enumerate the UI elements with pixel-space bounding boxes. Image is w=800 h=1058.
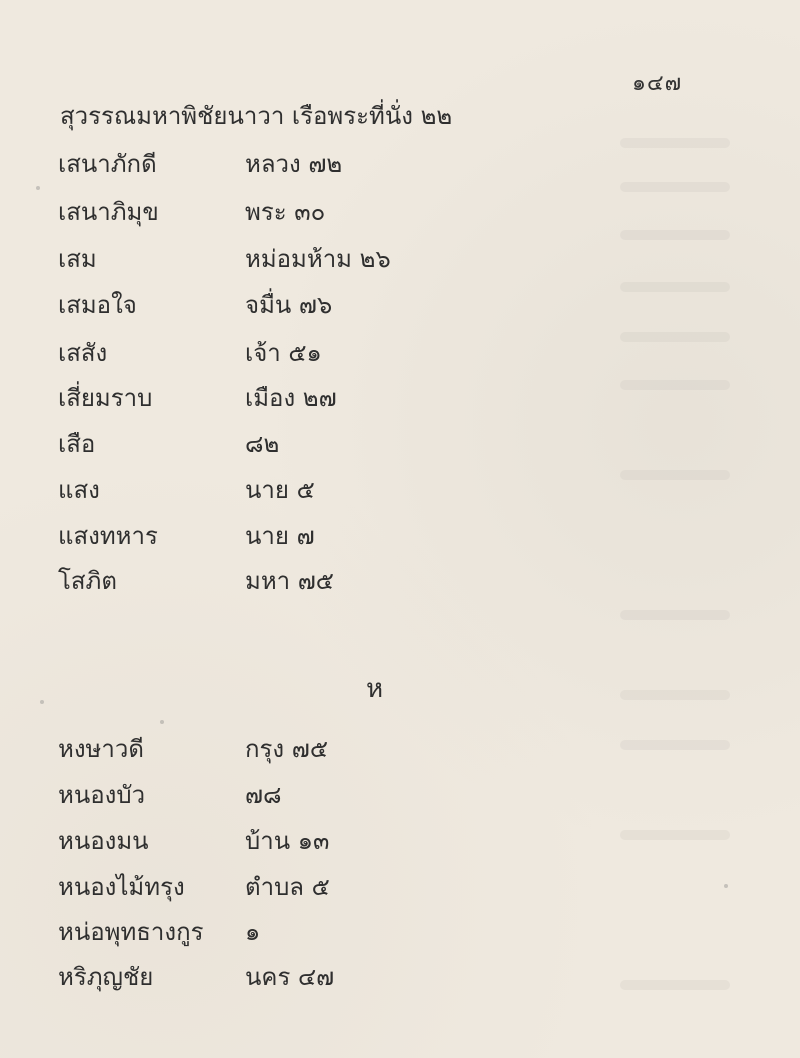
entry-reference: พระ ๓๐ [245,198,326,226]
entry-reference: นาย ๕ [245,476,315,504]
entry-term: โสภิต [58,567,117,595]
entry-term: เสือ [58,430,96,458]
entry-term: เสม [58,245,97,273]
bleed-through-mark [620,830,730,840]
entry-term: หน่อพุทธางกูร [58,918,204,946]
entry-reference: หม่อมห้าม ๒๖ [245,245,391,273]
bleed-through-mark [620,182,730,192]
speck-mark [160,720,164,724]
entry-term: หนองไม้ทรุง [58,873,185,901]
entry-reference: เมือง ๒๗ [245,384,337,412]
bleed-through-mark [620,610,730,620]
entry-term: หนองบัว [58,781,146,809]
bleed-through-mark [620,980,730,990]
entry-reference: บ้าน ๑๓ [245,827,330,855]
entry-term: เสนาภิมุข [58,198,159,226]
bleed-through-mark [620,470,730,480]
entry-term: เสี่ยมราบ [58,384,153,412]
entry-reference: ตำบล ๕ [245,873,330,901]
entry-term: หนองมน [58,827,149,855]
bleed-through-mark [620,380,730,390]
entry-reference: นาย ๗ [245,522,315,550]
bleed-through-mark [620,282,730,292]
entry-term: เสมอใจ [58,291,137,319]
header-entry: สุวรรณมหาพิชัยนาวา เรือพระที่นั่ง ๒๒ [60,102,453,130]
entry-reference: จมื่น ๗๖ [245,291,333,319]
bleed-through-mark [620,332,730,342]
entry-reference: ๘๒ [245,430,280,458]
entry-term: แสงทหาร [58,522,158,550]
entry-term: หงษาวดี [58,735,144,763]
bleed-through-mark [620,740,730,750]
entry-reference: ๗๘ [245,781,282,809]
page-number: ๑๔๗ [632,71,683,96]
entry-reference: นคร ๔๗ [245,963,335,991]
entry-reference: ๑ [245,918,261,946]
entry-reference: หลวง ๗๒ [245,150,343,178]
bleed-through-mark [620,230,730,240]
speck-mark [36,186,40,190]
section-heading: ห [366,674,384,704]
entry-reference: เจ้า ๕๑ [245,339,322,367]
speck-mark [724,884,728,888]
entry-term: แสง [58,476,100,504]
entry-term: เสนาภักดี [58,150,157,178]
bleed-through-mark [620,138,730,148]
entry-reference: กรุง ๗๕ [245,735,328,763]
entry-reference: มหา ๗๕ [245,567,334,595]
entry-term: หริภุญชัย [58,963,154,991]
bleed-through-mark [620,690,730,700]
entry-term: เสสัง [58,339,108,367]
speck-mark [40,700,44,704]
